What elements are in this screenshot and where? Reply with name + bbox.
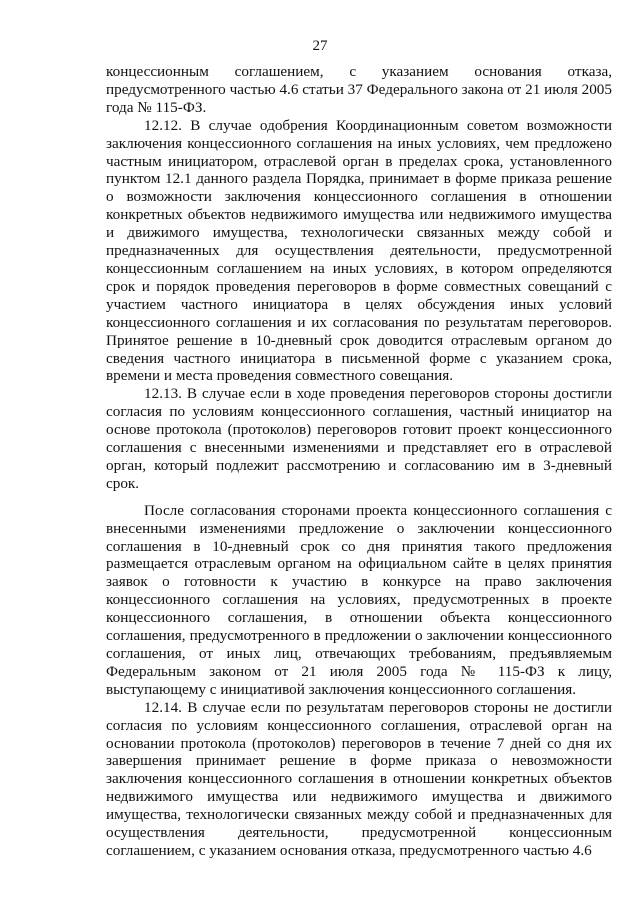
paragraph-continuation: концессионным соглашением, с указанием основания отказа, предусмотренного частью 4.6 статьи 37 Федерального закона от 21 июля 2005 года № 115-ФЗ. — [106, 63, 612, 116]
document-body — [106, 63, 612, 860]
paragraph-12-14: 12.14. В случае если по результатам переговоров стороны не достигли согласия по условиям концессионного соглашения, отраслевой орган на основании протокола (протоколов) переговоров в течение 7 дней со дня их завершения принимает решение в форме приказа о невозможности заключения концессионного соглашения в отношении конкретных объектов недвижимого имущества или недвижимого имущества и движимого имущества, технологически связанных между собой и предназначенных для осуществления деятельности, предусмотренной концессионным соглашением, с указанием основания отказа, предусмотренного частью 4.6 — [106, 698, 612, 859]
paragraph-12-12: 12.12. В случае одобрения Координационным советом возможности заключения концессионного соглашения на иных условиях, чем предложено частным инициатором, отраслевой орган в пределах срока, установленного пунктом 12.1 данного раздела Порядка, принимает в форме приказа решение о возможности заключения концессионного соглашения в отношении конкретных объектов недвижимого имущества или недвижимого имущества и движимого имущества, технологически связанных между собой и предназначенных для осуществления деятельности, предусмотренной концессионным соглашением на иных условиях, в котором определяются срок и порядок проведения переговоров в форме совместных совещаний с участием частного инициатора в целях обсуждения иных условий концессионного соглашения и их согласования по результатам переговоров. Принятое решение в 10-дневный срок доводится отраслевым органом до сведения частного инициатора в письменной форме с указанием срока, времени и места проведения совместного совещания. — [106, 116, 612, 385]
page-number: 27 — [312, 38, 328, 54]
paragraph-12-13: 12.13. В случае если в ходе проведения переговоров стороны достигли согласия по условиям концессионного соглашения, частный инициатор на основе протокола (протоколов) переговоров готовит проект концессионного соглашения с внесенными изменениями и представляет его в отраслевой орган, который подлежит рассмотрению и согласованию им в 3-дневный срок. — [106, 385, 612, 492]
paragraph-after-agreement: После согласования сторонами проекта концессионного соглашения с внесенными изменениями предложение о заключении концессионного соглашения в 10-дневный срок со дня принятия такого предложения размещается отраслевым органом на официальном сайте в целях принятия заявок о готовности к участию в конкурсе на право заключения концессионного соглашения на условиях, предусмотренных в проекте концессионного соглашения, в отношении объекта концессионного соглашения, предусмотренного в предложении о заключении концессионного соглашения, от иных лиц, отвечающих требованиям, предъявляемым Федеральным законом от 21 июля 2005 года № 115-ФЗ к лицу, выступающему с инициативой заключения концессионного соглашения. — [106, 501, 612, 698]
